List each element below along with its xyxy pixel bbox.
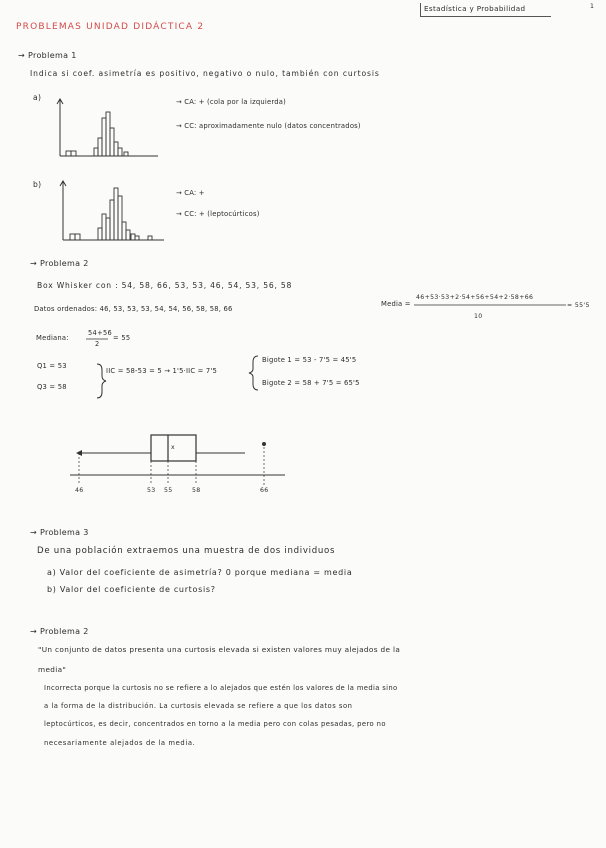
problem4-heading: → Problema 2 xyxy=(30,627,89,636)
box-mean-marker: x xyxy=(171,444,176,451)
histogram-a xyxy=(57,99,158,156)
answer-line-1: Incorrecta porque la curtosis no se refiere a lo alejados que estén los valores de la media sino xyxy=(44,684,398,692)
subject-label: Estadística y Probabilidad xyxy=(424,4,526,13)
q1-value: Q1 = 53 xyxy=(37,362,67,370)
problem3-statement: De una población extraemos una muestra de dos individuos xyxy=(37,546,336,556)
median-result: = 55 xyxy=(113,334,131,342)
mean-denominator: 10 xyxy=(474,313,483,320)
axis-label-58: 58 xyxy=(192,487,201,494)
mean-label: Media = xyxy=(381,300,411,308)
mean-result: = 55'5 xyxy=(567,302,590,309)
quote-line-1: "Un conjunto de datos presenta una curtosis elevada si existen valores muy alejados de la xyxy=(38,645,401,654)
problem3-item-b: b) Valor del coeficiente de curtosis? xyxy=(47,585,216,594)
whisker-1: Bigote 1 = 53 - 7'5 = 45'5 xyxy=(262,356,357,364)
answer-line-3: leptocúrticos, es decir, concentrados en torno a la media pero con colas pesadas, pero no xyxy=(44,720,386,728)
axis-label-53: 53 xyxy=(147,487,156,494)
part-a-cc: → CC: aproximadamente nulo (datos concentrados) xyxy=(176,122,361,130)
box-whisker-data: Box Whisker con : 54, 58, 66, 53, 53, 46, 54, 53, 56, 58 xyxy=(37,281,293,290)
page-title: PROBLEMAS UNIDAD DIDÁCTICA 2 xyxy=(16,22,205,32)
mean-numerator: 46+53·53+2·54+56+54+2·58+66 xyxy=(416,294,534,301)
axis-label-66: 66 xyxy=(260,487,269,494)
axis-label-55: 55 xyxy=(164,487,173,494)
problem3-heading: → Problema 3 xyxy=(30,528,89,537)
answer-line-4: necesariamente alejados de la media. xyxy=(44,739,196,747)
median-label: Mediana: xyxy=(36,334,69,342)
problem1-heading: → Problema 1 xyxy=(18,51,77,60)
part-b-label: b) xyxy=(33,180,42,189)
problem3-item-a: a) Valor del coeficiente de asimetría? 0 porque mediana = media xyxy=(47,568,353,577)
median-numerator: 54+56 xyxy=(88,329,113,337)
box-plot xyxy=(70,435,285,485)
median-denominator: 2 xyxy=(95,340,100,348)
page-number: 1 xyxy=(590,3,595,10)
iqr-calc: IIC = 58-53 = 5 → 1'5·IIC = 7'5 xyxy=(106,367,218,375)
q3-value: Q3 = 58 xyxy=(37,383,67,391)
part-a-label: a) xyxy=(33,93,42,102)
part-b-ca: → CA: + xyxy=(176,189,205,197)
problem1-statement: Indica si coef. asimetría es positivo, negativo o nulo, también con curtosis xyxy=(30,69,380,78)
axis-label-46: 46 xyxy=(75,487,84,494)
histogram-b xyxy=(60,181,164,240)
sorted-data: Datos ordenados: 46, 53, 53, 53, 54, 54, 56, 58, 58, 66 xyxy=(34,305,233,313)
whisker-2: Bigote 2 = 58 + 7'5 = 65'5 xyxy=(262,379,360,387)
problem2-heading: → Problema 2 xyxy=(30,259,89,268)
answer-line-2: a la forma de la distribución. La curtosis elevada se refiere a que los datos son xyxy=(44,702,353,710)
quote-line-2: media" xyxy=(38,665,67,674)
part-a-ca: → CA: + (cola por la izquierda) xyxy=(176,98,286,106)
part-b-cc: → CC: + (leptocúrticos) xyxy=(176,210,260,218)
